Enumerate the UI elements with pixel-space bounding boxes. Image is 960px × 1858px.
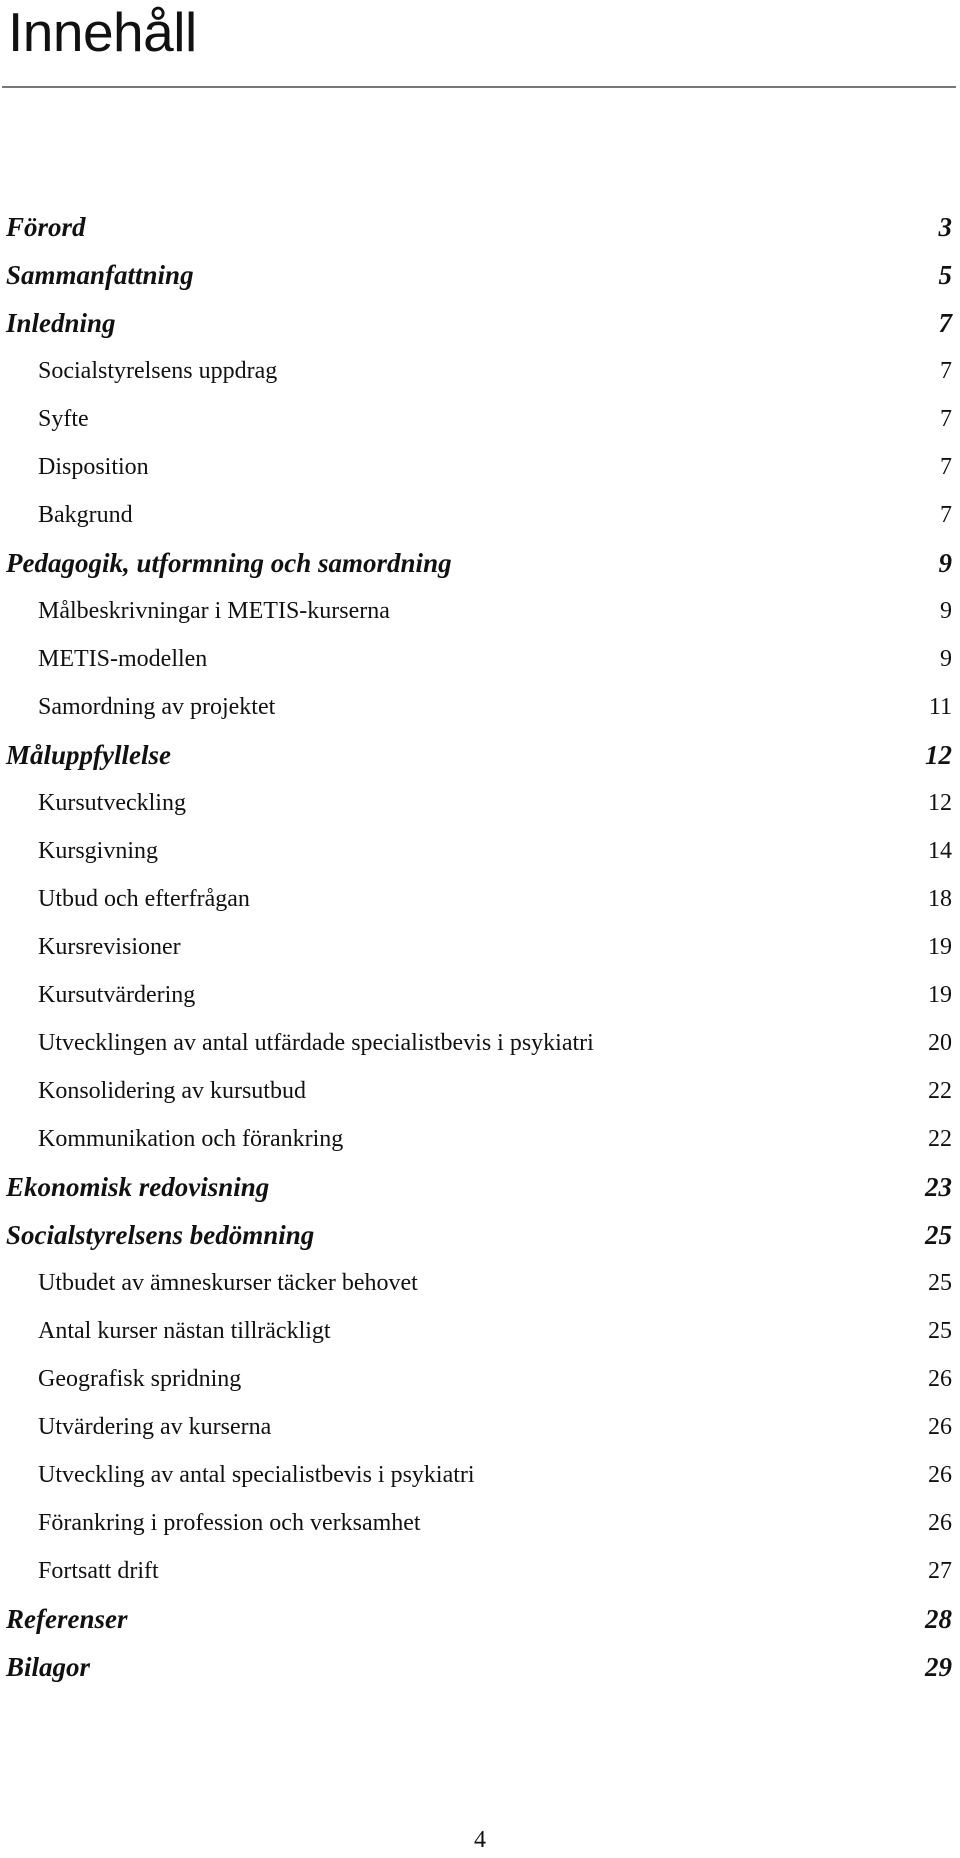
toc-entry-page: 11 bbox=[928, 694, 952, 720]
toc-entry-page: 22 bbox=[928, 1126, 952, 1152]
toc-chapter-entry[interactable] bbox=[0, 1595, 960, 1643]
toc-entry-title: Bilagor bbox=[6, 1652, 91, 1682]
toc-entry-title: Kommunikation och förankring bbox=[38, 1126, 344, 1152]
toc-section-entry[interactable] bbox=[0, 347, 960, 395]
toc-chapter-entry[interactable] bbox=[0, 1643, 960, 1691]
toc-entry-title: Inledning bbox=[6, 308, 116, 338]
toc-entry-page: 25 bbox=[928, 1270, 952, 1296]
toc-entry-page: 27 bbox=[928, 1558, 952, 1584]
toc-entry-title: Utbudet av ämneskurser täcker behovet bbox=[38, 1270, 418, 1296]
toc-entry-title: Utveckling av antal specialistbevis i psykiatri bbox=[38, 1462, 475, 1488]
toc-entry-title: Referenser bbox=[6, 1604, 128, 1634]
toc-section-entry[interactable] bbox=[0, 1115, 960, 1163]
toc-entry-title: Pedagogik, utformning och samordning bbox=[6, 548, 452, 578]
toc-entry-page: 9 bbox=[940, 646, 952, 672]
toc-entry-title: Kursutvärdering bbox=[38, 982, 196, 1008]
toc-entry-page: 7 bbox=[940, 358, 952, 384]
toc-section-entry[interactable] bbox=[0, 1019, 960, 1067]
toc-entry-page: 7 bbox=[940, 454, 952, 480]
toc-entry-title: Syfte bbox=[38, 406, 89, 432]
toc-entry-title: Antal kurser nästan tillräckligt bbox=[38, 1318, 331, 1344]
toc-entry-title: METIS-modellen bbox=[38, 646, 208, 672]
toc-entry-page: 19 bbox=[928, 934, 952, 960]
toc-entry-title: Förankring i profession och verksamhet bbox=[38, 1510, 421, 1536]
toc-entry-page: 14 bbox=[928, 838, 952, 864]
toc-chapter-entry[interactable] bbox=[0, 1163, 960, 1211]
toc-section-entry[interactable] bbox=[0, 923, 960, 971]
toc-entry-title: Bakgrund bbox=[38, 502, 133, 528]
toc-entry-page: 25 bbox=[928, 1318, 952, 1344]
toc-entry-page: 26 bbox=[928, 1462, 952, 1488]
toc-entry-title: Disposition bbox=[38, 454, 149, 480]
toc-section-entry[interactable] bbox=[0, 491, 960, 539]
toc-chapter-entry[interactable] bbox=[0, 539, 960, 587]
toc-entry-page: 5 bbox=[938, 260, 952, 290]
toc-entry-page: 7 bbox=[940, 502, 952, 528]
toc-section-entry[interactable] bbox=[0, 1451, 960, 1499]
toc-section-entry[interactable] bbox=[0, 443, 960, 491]
toc-entry-page: 25 bbox=[925, 1220, 952, 1250]
toc-entry-page: 26 bbox=[928, 1510, 952, 1536]
toc-entry-title: Utvärdering av kurserna bbox=[38, 1414, 272, 1440]
toc-entry-title: Fortsatt drift bbox=[38, 1558, 159, 1584]
toc-section-entry[interactable] bbox=[0, 875, 960, 923]
toc-entry-title: Kursutveckling bbox=[38, 790, 186, 816]
toc-entry-title: Kursrevisioner bbox=[38, 934, 181, 960]
toc-entry-title: Samordning av projektet bbox=[38, 694, 276, 720]
toc-section-entry[interactable] bbox=[0, 1403, 960, 1451]
toc-entry-page: 22 bbox=[928, 1078, 952, 1104]
toc-section-entry[interactable] bbox=[0, 1067, 960, 1115]
table-of-contents bbox=[0, 203, 960, 1691]
toc-entry-title: Utbud och efterfrågan bbox=[38, 886, 250, 912]
toc-entry-page: 7 bbox=[938, 308, 952, 338]
toc-section-entry[interactable] bbox=[0, 587, 960, 635]
toc-chapter-entry[interactable] bbox=[0, 731, 960, 779]
toc-entry-page: 18 bbox=[928, 886, 952, 912]
toc-entry-title: Socialstyrelsens bedömning bbox=[6, 1220, 315, 1250]
toc-entry-title: Kursgivning bbox=[38, 838, 158, 864]
toc-entry-page: 20 bbox=[928, 1030, 952, 1056]
toc-entry-page: 7 bbox=[940, 406, 952, 432]
toc-entry-title: Konsolidering av kursutbud bbox=[38, 1078, 306, 1104]
toc-entry-page: 23 bbox=[925, 1172, 952, 1202]
toc-entry-title: Ekonomisk redovisning bbox=[6, 1172, 270, 1202]
toc-entry-page: 29 bbox=[925, 1652, 952, 1682]
toc-chapter-entry[interactable] bbox=[0, 203, 960, 251]
toc-section-entry[interactable] bbox=[0, 395, 960, 443]
toc-section-entry[interactable] bbox=[0, 827, 960, 875]
toc-chapter-entry[interactable] bbox=[0, 299, 960, 347]
toc-entry-title: Socialstyrelsens uppdrag bbox=[38, 358, 278, 384]
toc-section-entry[interactable] bbox=[0, 683, 960, 731]
toc-entry-page: 28 bbox=[925, 1604, 952, 1634]
toc-entry-title: Sammanfattning bbox=[6, 260, 194, 290]
toc-entry-page: 9 bbox=[938, 548, 952, 578]
toc-entry-title: Förord bbox=[6, 212, 86, 242]
toc-section-entry[interactable] bbox=[0, 1259, 960, 1307]
toc-section-entry[interactable] bbox=[0, 971, 960, 1019]
toc-entry-page: 26 bbox=[928, 1414, 952, 1440]
toc-section-entry[interactable] bbox=[0, 779, 960, 827]
toc-entry-title: Målbeskrivningar i METIS-kurserna bbox=[38, 598, 390, 624]
toc-entry-title: Utvecklingen av antal utfärdade specialistbevis i psykiatri bbox=[38, 1030, 594, 1056]
toc-entry-title: Måluppfyllelse bbox=[6, 740, 171, 770]
toc-chapter-entry[interactable] bbox=[0, 1211, 960, 1259]
toc-section-entry[interactable] bbox=[0, 1355, 960, 1403]
toc-entry-page: 3 bbox=[938, 212, 952, 242]
toc-entry-page: 12 bbox=[925, 740, 952, 770]
toc-section-entry[interactable] bbox=[0, 1547, 960, 1595]
page-number: 4 bbox=[474, 1827, 486, 1853]
heading-divider bbox=[2, 86, 956, 88]
toc-chapter-entry[interactable] bbox=[0, 251, 960, 299]
toc-section-entry[interactable] bbox=[0, 1499, 960, 1547]
toc-entry-title: Geografisk spridning bbox=[38, 1366, 242, 1392]
toc-entry-page: 12 bbox=[928, 790, 952, 816]
toc-entry-page: 9 bbox=[940, 598, 952, 624]
toc-entry-page: 26 bbox=[928, 1366, 952, 1392]
toc-section-entry[interactable] bbox=[0, 1307, 960, 1355]
toc-section-entry[interactable] bbox=[0, 635, 960, 683]
toc-entry-page: 19 bbox=[928, 982, 952, 1008]
page-title: Innehåll bbox=[8, 1, 197, 63]
